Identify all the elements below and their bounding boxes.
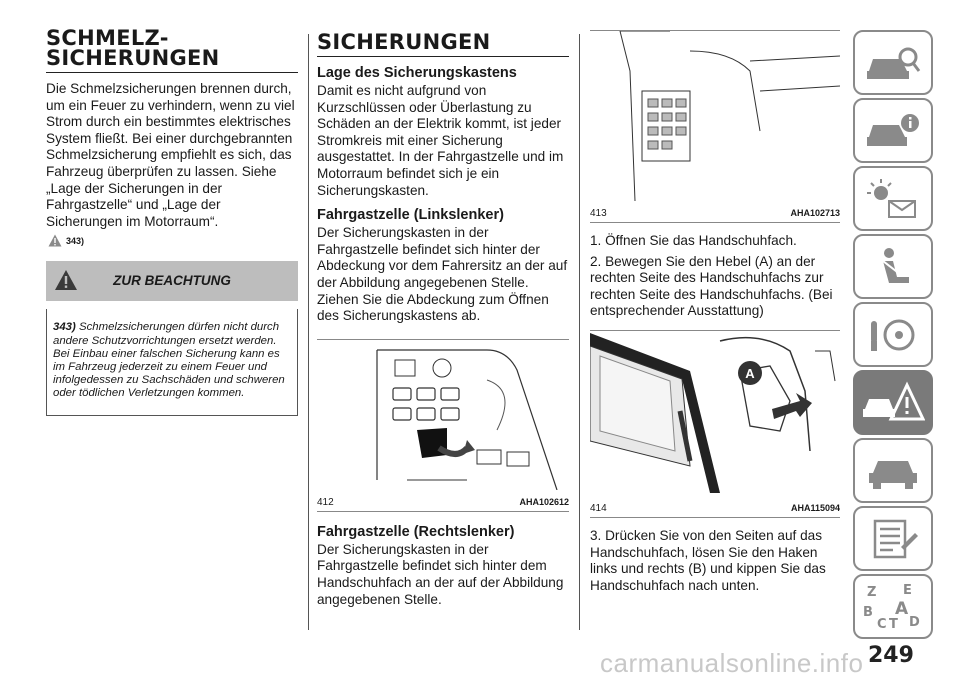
seat-airbag-icon bbox=[863, 245, 923, 289]
tab-tech-data[interactable] bbox=[853, 506, 933, 571]
fusebox-cover-illustration bbox=[317, 340, 569, 490]
step-2: 2. Bewegen Sie den Hebel (A) an der rechten Seite des Handschuhfachs zur rechten Seite des Handschuhfachs. (Bei entsprechender Ausstattung) bbox=[590, 253, 833, 319]
warning-triangle-icon bbox=[48, 234, 62, 247]
intro-paragraph: Die Schmelzsicherungen brennen durch, um ein Feuer zu verhindern, wenn zu viel Strom durch ein bestimmtes elektrisches System fließt. Bei einer durchgebrannten Schmelzsicherung empfiehlt es sich, das Fahrzeug überprüfen zu lassen. Siehe „Lage der Sicherungen in der Fahrgastzelle“ und „Lage der Sicherungen im Motorraum“. bbox=[46, 81, 295, 229]
figure-caption bbox=[590, 501, 840, 518]
paragraph-fusebox: Damit es nicht aufgrund von Kurzschlüssen oder Überlastung zu Schäden an der Elektrik kommt, ist jeder Stromkreis mit einer Sicherung ausgestattet. In der Fahrgastzelle und im Motorraum befindet sich je ein Sicherungskasten. bbox=[317, 83, 564, 198]
subheading-fusebox-location: Lage des Sicherungskastens bbox=[317, 65, 517, 81]
glovebox-lever-illustration bbox=[590, 331, 840, 496]
column-glovebox-steps bbox=[590, 30, 840, 598]
column-divider bbox=[579, 34, 580, 630]
figure-code: AHA102612 bbox=[519, 496, 569, 507]
car-search-icon bbox=[863, 41, 923, 85]
figure-number: 412 bbox=[317, 496, 334, 508]
dashboard-lights-icon bbox=[863, 177, 923, 221]
tab-car-info[interactable] bbox=[853, 98, 933, 163]
subheading-rhd: Fahrgastzelle (Rechtslenker) bbox=[317, 523, 515, 540]
figure-caption bbox=[590, 206, 840, 223]
step-3: 3. Drücken Sie von den Seiten auf das Handschuhfach, lösen Sie den Haken links und rechts (B) und kippen Sie das Handschuhfach nach unten. bbox=[590, 527, 826, 593]
warning-number: 343) bbox=[53, 321, 76, 334]
svg-text:T: T bbox=[889, 616, 898, 632]
step-1: 1. Öffnen Sie das Handschuhfach. bbox=[590, 233, 797, 248]
callout-label-a: A bbox=[745, 365, 755, 381]
tab-car-service[interactable] bbox=[853, 438, 933, 503]
alphabet-index-icon bbox=[861, 582, 925, 632]
column-fuses-location bbox=[317, 28, 569, 612]
tech-data-list-icon bbox=[863, 517, 923, 561]
warning-reference: 343) bbox=[48, 234, 298, 247]
warning-title: ZUR BEACHTUNG bbox=[113, 273, 231, 289]
figure-414 bbox=[590, 330, 840, 518]
tab-dashboard-lights[interactable] bbox=[853, 166, 933, 231]
tab-steering-key[interactable] bbox=[853, 302, 933, 367]
section-title-fuses: SICHERUNGEN bbox=[317, 28, 569, 57]
subheading-lhd: Fahrgastzelle (Linkslenker) bbox=[317, 207, 504, 224]
figure-number: 413 bbox=[590, 208, 607, 219]
warning-header bbox=[46, 261, 298, 301]
steering-key-icon bbox=[863, 313, 923, 357]
svg-text:B: B bbox=[863, 604, 873, 620]
tab-seat-airbag[interactable] bbox=[853, 234, 933, 299]
warning-box bbox=[46, 309, 298, 415]
paragraph-lhd: Der Sicherungskasten in der Fahrgastzelle befindet sich hinter der Abdeckung vor dem Fahrersitz an der auf der Abbildung angegebenen Stelle. Ziehen Sie die Abdeckung zum Öffnen des Sicherungskastens ab. bbox=[317, 225, 568, 324]
fusebox-rhd-illustration bbox=[590, 31, 840, 201]
svg-text:D: D bbox=[909, 614, 920, 630]
tab-alphabetical-index[interactable] bbox=[853, 574, 933, 639]
tab-car-warning[interactable] bbox=[853, 370, 933, 435]
page-number: 249 bbox=[868, 643, 914, 668]
warning-text: Schmelzsicherungen dürfen nicht durch andere Schutzvorrichtungen ersetzt werden. Bei Einbau einer falschen Sicherung kann es im Fahrzeug jederzeit zu einem Feuer und infolgedessen zu Sachschäden und schweren oder tödlichen Verletzungen kommen. bbox=[53, 321, 285, 400]
figure-code: AHA115094 bbox=[790, 502, 840, 513]
car-warning-icon bbox=[861, 379, 925, 427]
figure-412 bbox=[317, 339, 569, 512]
svg-text:E: E bbox=[903, 582, 912, 598]
car-service-icon bbox=[863, 449, 923, 493]
paragraph-rhd: Der Sicherungskasten in der Fahrgastzelle befindet sich hinter dem Handschuhfach an der auf der Abbildung angegebenen Stelle. bbox=[317, 541, 564, 607]
svg-text:Z: Z bbox=[867, 584, 877, 600]
figure-code: AHA102713 bbox=[790, 208, 840, 218]
watermark: carmanualsonline.info bbox=[600, 648, 864, 678]
column-fuses-intro bbox=[46, 28, 298, 416]
figure-caption bbox=[317, 495, 569, 512]
svg-text:C: C bbox=[877, 616, 887, 632]
column-divider bbox=[308, 34, 309, 630]
figure-413 bbox=[590, 30, 840, 223]
tab-car-search[interactable] bbox=[853, 30, 933, 95]
car-info-icon bbox=[863, 109, 923, 153]
figure-number: 414 bbox=[590, 502, 607, 514]
section-title: SCHMELZ- SICHERUNGEN bbox=[46, 28, 298, 73]
chapter-sidebar bbox=[853, 30, 933, 642]
svg-text:A: A bbox=[895, 598, 909, 619]
